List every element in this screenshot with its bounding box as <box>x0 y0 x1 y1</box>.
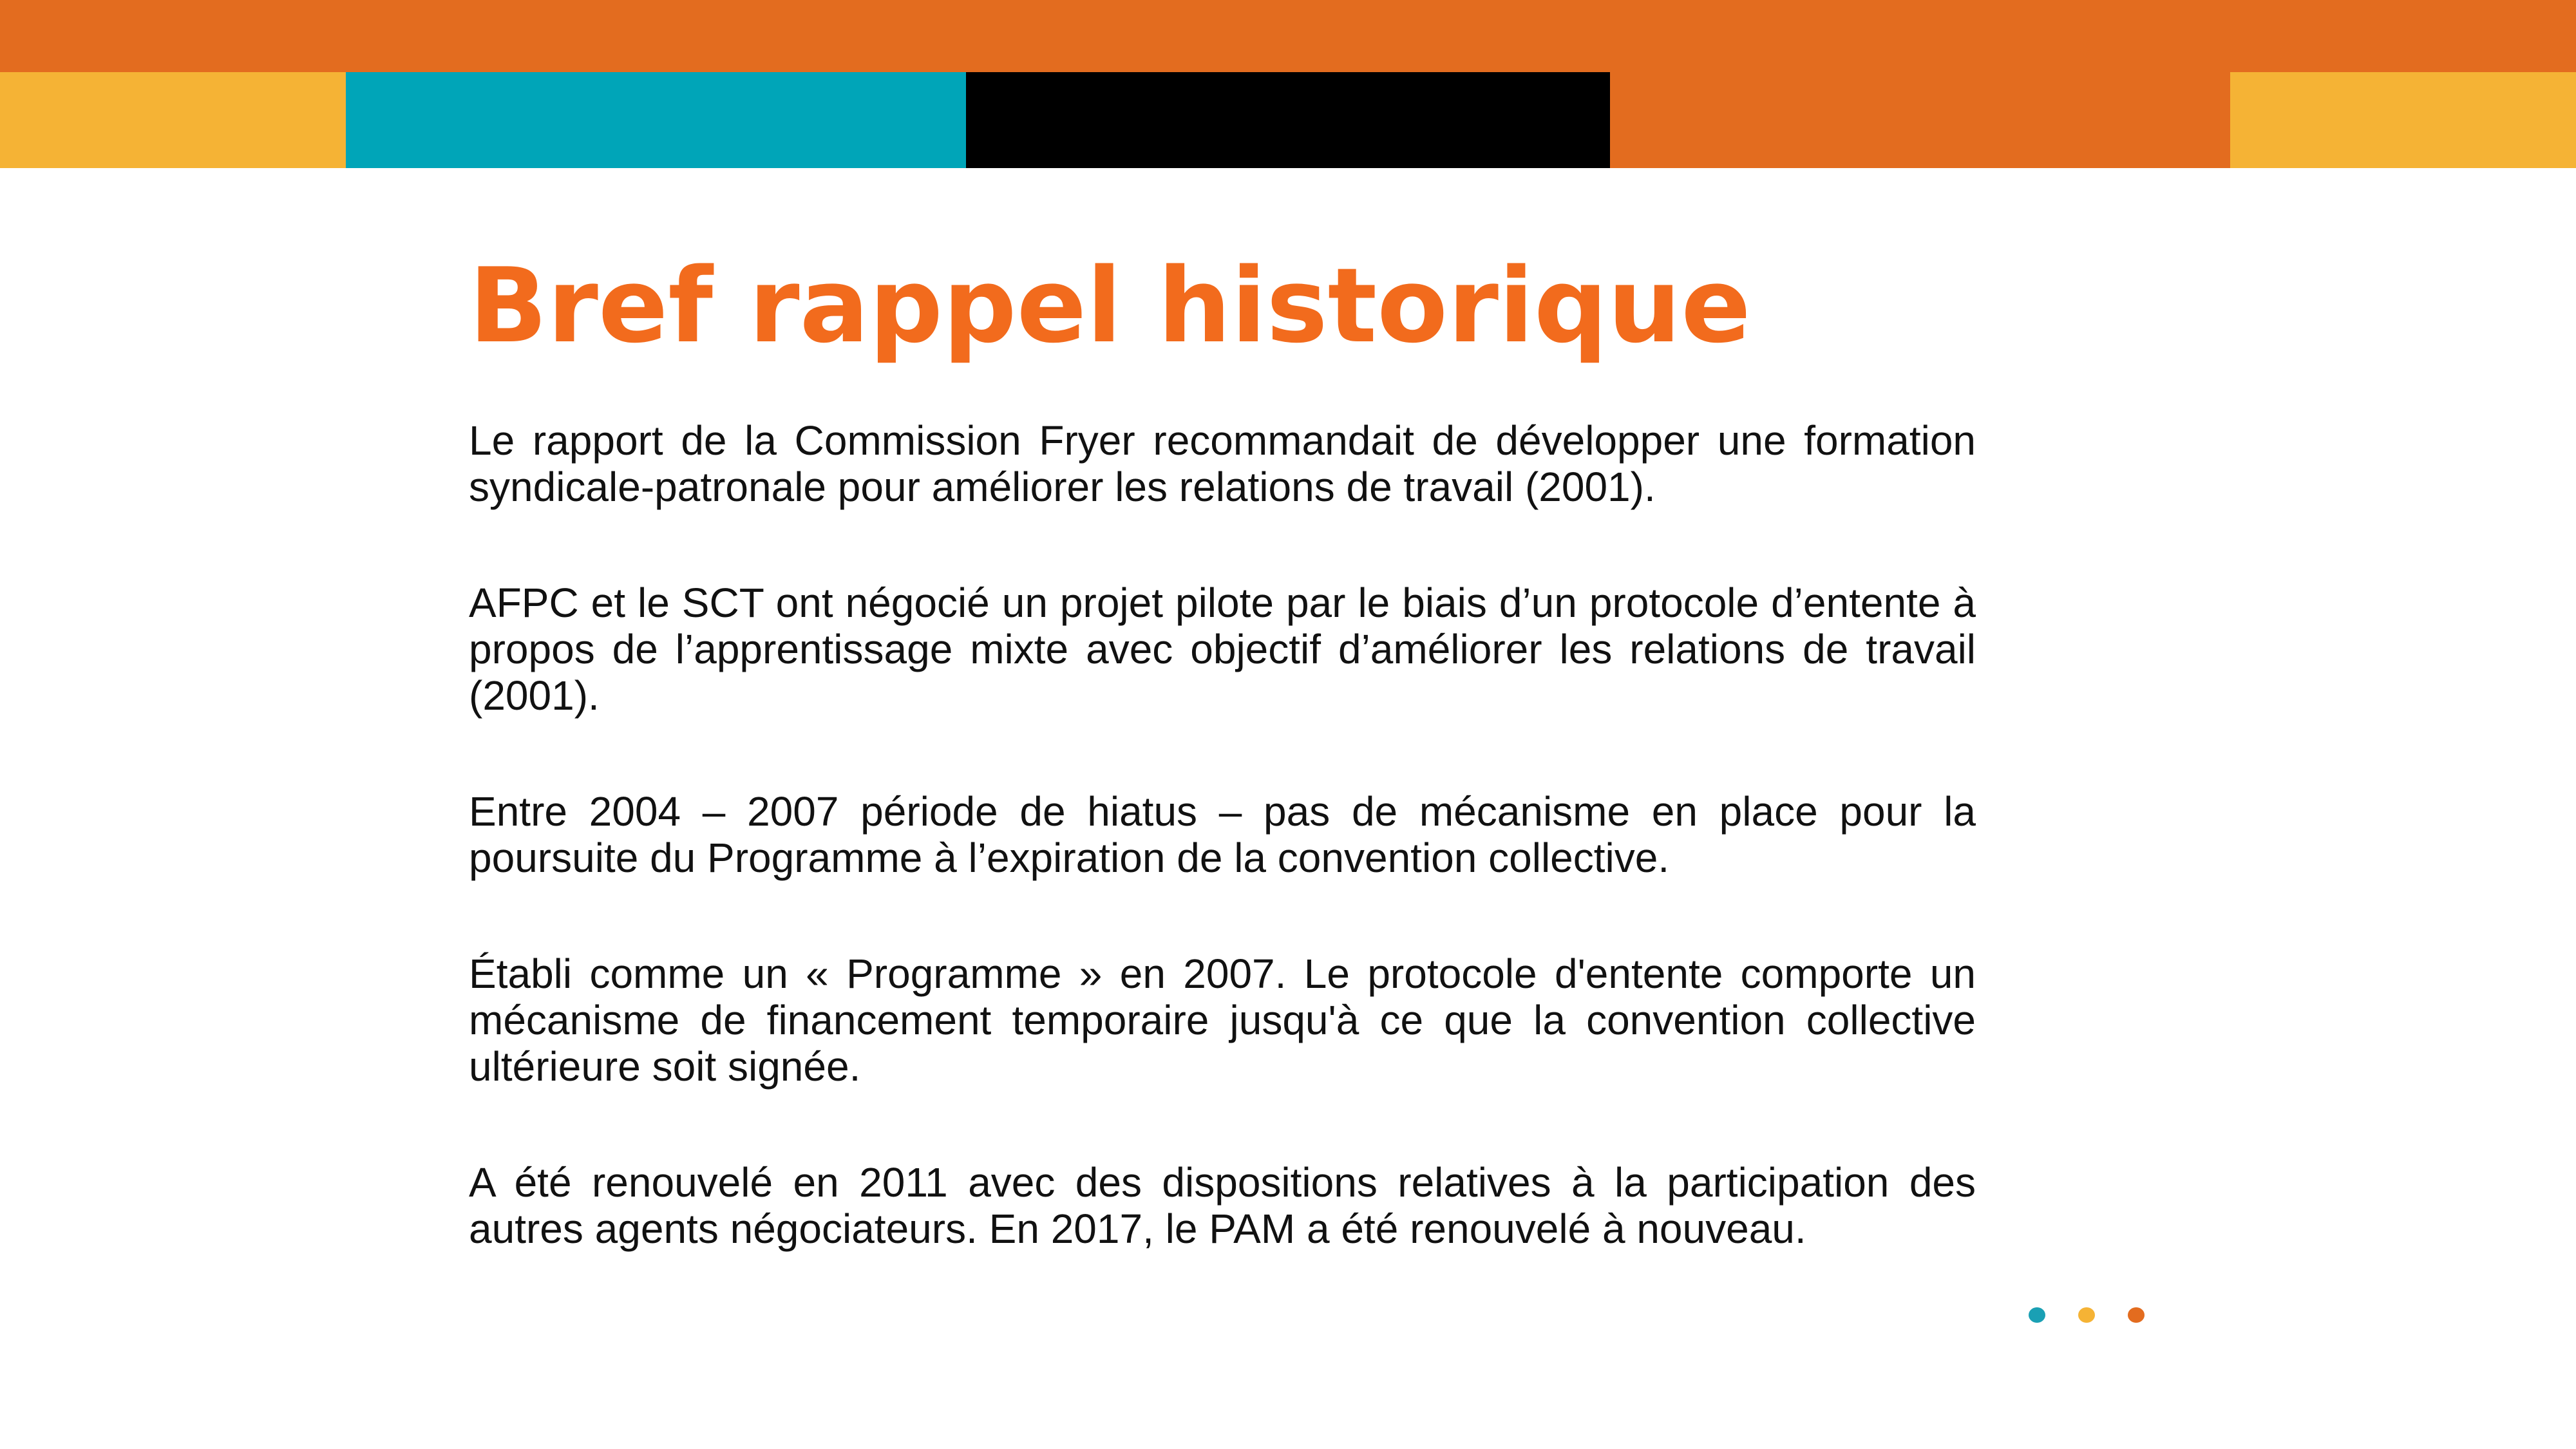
header-band-yellow-right <box>2230 72 2576 168</box>
slide-title: Bref rappel historique <box>469 245 1751 366</box>
decorative-dots <box>2029 1307 2145 1323</box>
dot-orange <box>2128 1307 2145 1323</box>
dot-yellow <box>2078 1307 2095 1323</box>
header-band-yellow-left <box>0 72 346 168</box>
header-band-orange-right <box>1610 72 2230 168</box>
header-band-orange <box>0 0 2576 72</box>
paragraph: Entre 2004 – 2007 période de hiatus – pas de mécanisme en place pour la poursuite du Programme à l’expiration de la convention collective. <box>469 788 1976 881</box>
paragraph: A été renouvelé en 2011 avec des dispositions relatives à la participation des autres agents négociateurs. En 2017, le PAM a été renouvelé à nouveau. <box>469 1159 1976 1252</box>
header-band-black <box>966 72 1610 168</box>
header-band-teal <box>346 72 966 168</box>
paragraph: Établi comme un « Programme » en 2007. Le protocole d'entente comporte un mécanisme de financement temporaire jusqu'à ce que la convention collective ultérieure soit signée. <box>469 951 1976 1090</box>
paragraph: Le rapport de la Commission Fryer recommandait de développer une formation syndicale-patronale pour améliorer les relations de travail (2001). <box>469 417 1976 510</box>
slide-body <box>469 417 1976 1321</box>
paragraph: AFPC et le SCT ont négocié un projet pilote par le biais d’un protocole d’entente à propos de l’apprentissage mixte avec objectif d’améliorer les relations de travail (2001). <box>469 580 1976 719</box>
dot-teal <box>2029 1307 2045 1323</box>
